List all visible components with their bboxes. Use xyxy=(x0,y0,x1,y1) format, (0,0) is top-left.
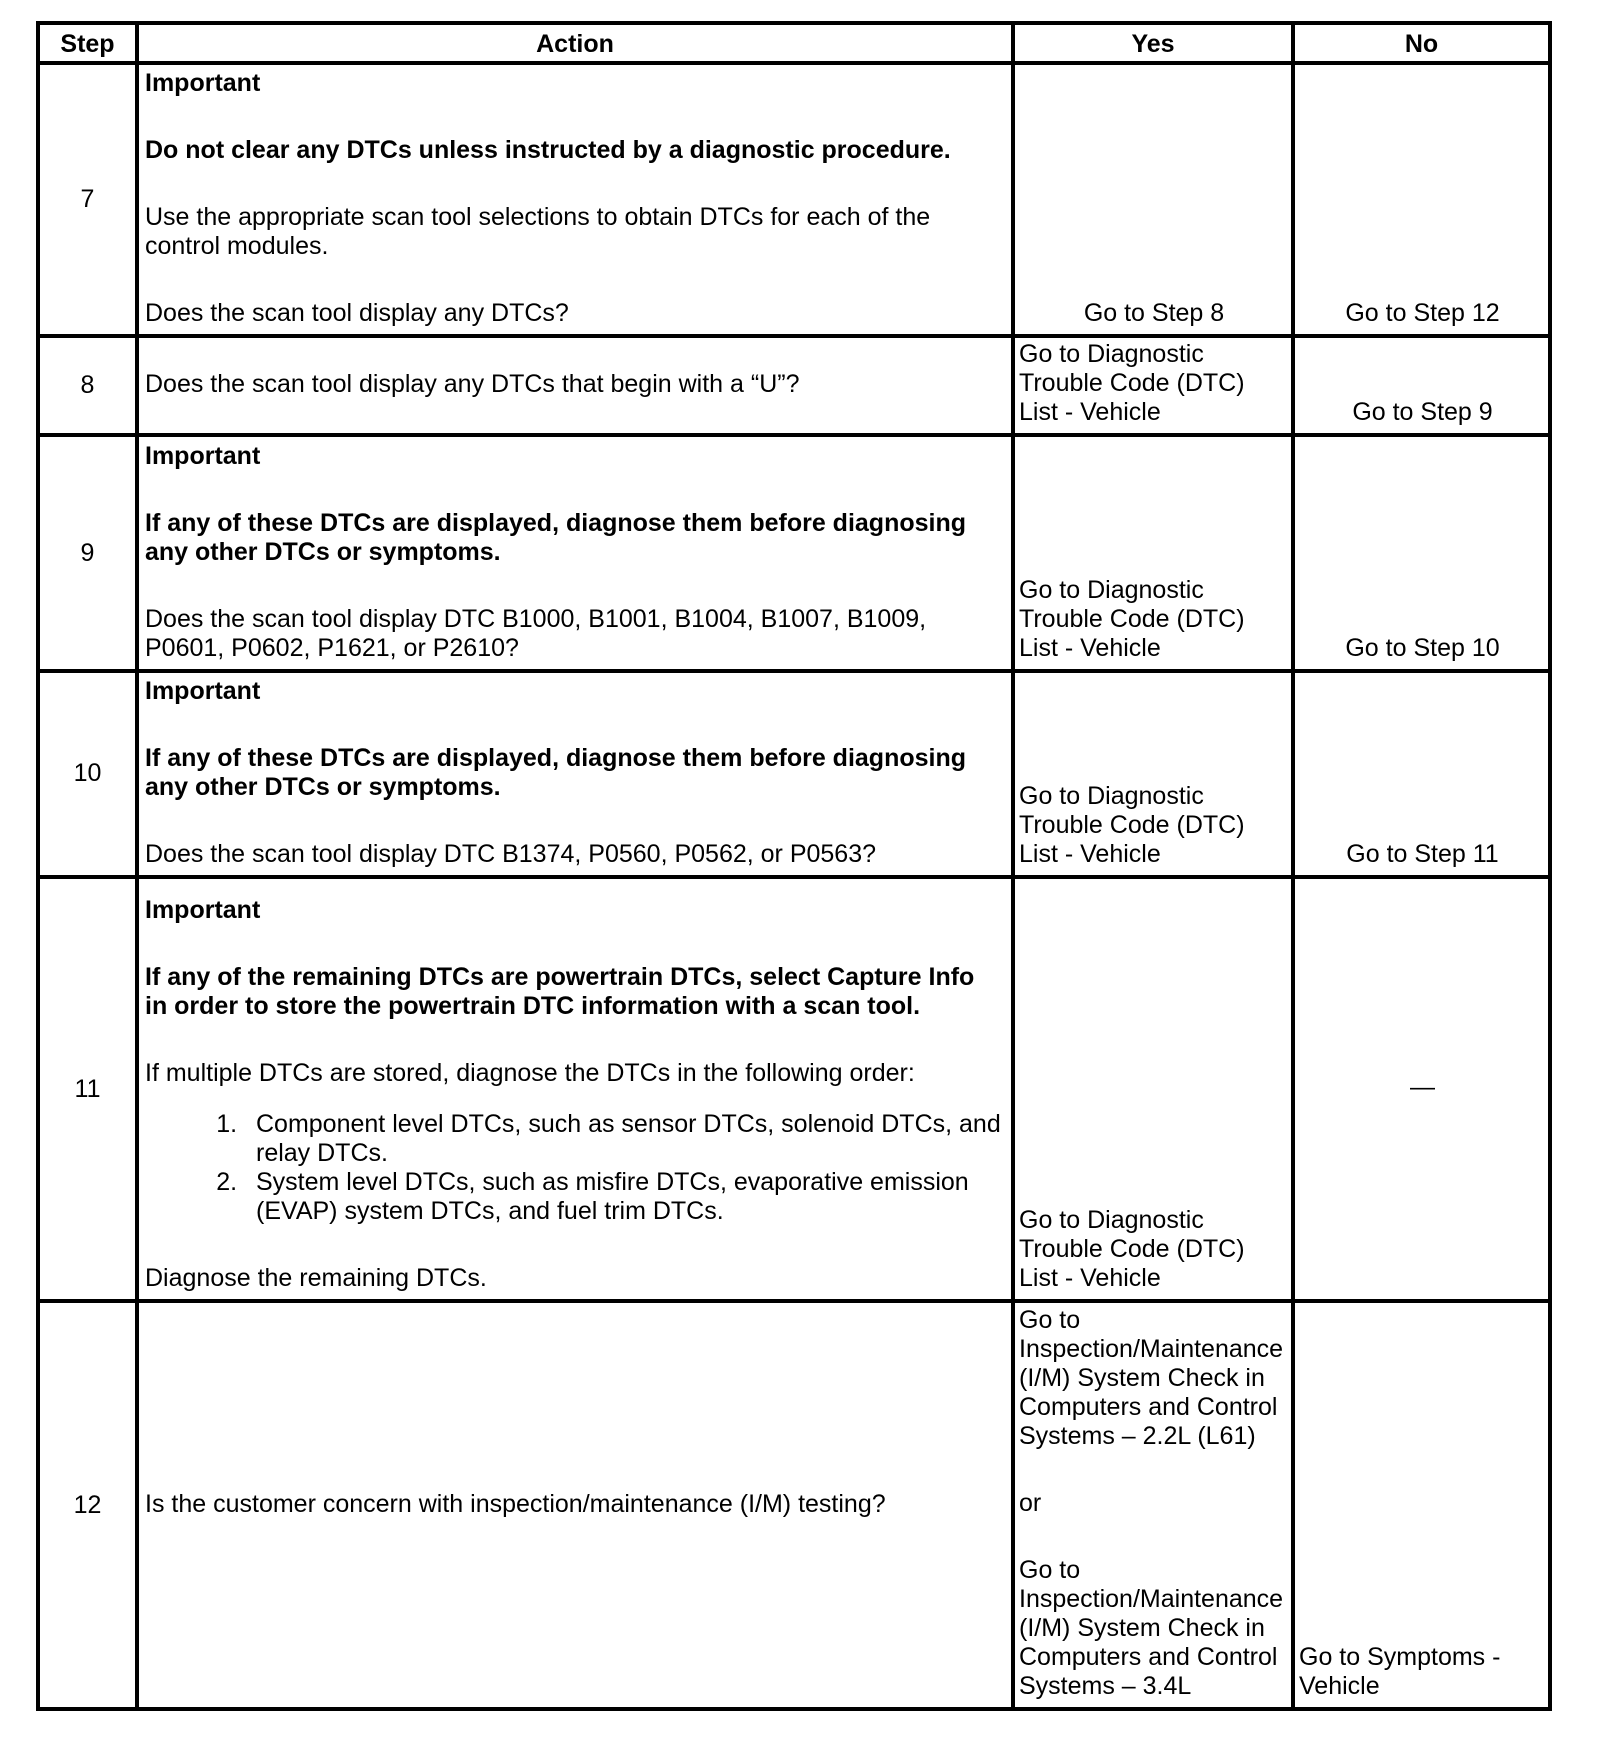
important-notice: If any of these DTCs are displayed, diagnose them before diagnosing any other DTCs or symptoms. xyxy=(145,508,966,566)
action-question: Does the scan tool display any DTCs? xyxy=(145,299,569,328)
list-item: 1. Component level DTCs, such as sensor DTCs, solenoid DTCs, and relay DTCs. xyxy=(244,1110,1003,1168)
step-number: 10 xyxy=(38,671,137,877)
step-number: 8 xyxy=(38,336,137,435)
step-number: 12 xyxy=(38,1301,137,1709)
action-cell xyxy=(137,671,1013,877)
action-question: Diagnose the remaining DTCs. xyxy=(145,1264,487,1293)
no-result-link[interactable]: Go to Step 11 xyxy=(1293,671,1550,877)
yes-or-text: or xyxy=(1019,1489,1042,1517)
important-notice: Do not clear any DTCs unless instructed by a diagnostic procedure. xyxy=(145,136,951,165)
no-result-link[interactable]: Go to Step 10 xyxy=(1293,435,1550,670)
yes-result-link[interactable]: Go to Diagnostic Trouble Code (DTC) List - Vehicle xyxy=(1013,671,1293,877)
table-row xyxy=(38,1301,1550,1709)
important-label: Important xyxy=(145,676,261,705)
table-row xyxy=(38,877,1550,1302)
yes-result-link[interactable]: Go to Diagnostic Trouble Code (DTC) List - Vehicle xyxy=(1013,877,1293,1302)
action-cell xyxy=(137,877,1013,1302)
action-cell xyxy=(137,63,1013,336)
header-yes: Yes xyxy=(1013,23,1293,63)
important-label: Important xyxy=(145,441,261,470)
action-text: Use the appropriate scan tool selections to obtain DTCs for each of the control modules. xyxy=(145,203,931,261)
yes-cell xyxy=(1013,1301,1293,1709)
no-result-link[interactable]: Go to Step 12 xyxy=(1293,63,1550,336)
header-row xyxy=(38,23,1550,63)
no-result-dash: — xyxy=(1293,877,1550,1302)
important-notice: If any of these DTCs are displayed, diagnose them before diagnosing any other DTCs or symptoms. xyxy=(145,743,966,801)
table-row xyxy=(38,671,1550,877)
yes-result-link[interactable]: Go to Diagnostic Trouble Code (DTC) List - Vehicle xyxy=(1013,336,1293,435)
list-item: 2. System level DTCs, such as misfire DTCs, evaporative emission (EVAP) system DTCs, and fuel trim DTCs. xyxy=(244,1168,1003,1226)
action-question: Does the scan tool display DTC B1374, P0560, P0562, or P0563? xyxy=(145,839,877,868)
step-number: 11 xyxy=(38,877,137,1302)
step-number: 7 xyxy=(38,63,137,336)
dtc-order-list xyxy=(145,1110,1003,1226)
header-no: No xyxy=(1293,23,1550,63)
yes-result-link[interactable]: Go to Inspection/Maintenance (I/M) System Check in Computers and Control Systems – 3.4L xyxy=(1019,1556,1284,1700)
diagnostic-steps-table xyxy=(36,21,1552,1711)
action-question: Is the customer concern with inspection/maintenance (I/M) testing? xyxy=(145,1489,886,1518)
action-cell xyxy=(137,1301,1013,1709)
no-result-link[interactable]: Go to Step 9 xyxy=(1293,336,1550,435)
header-action: Action xyxy=(137,23,1013,63)
action-question: Does the scan tool display DTC B1000, B1001, B1004, B1007, B1009, P0601, P0602, P1621, or P2610? xyxy=(145,604,927,662)
important-label: Important xyxy=(145,896,261,925)
important-label: Important xyxy=(145,69,261,98)
step-number: 9 xyxy=(38,435,137,670)
action-cell xyxy=(137,435,1013,670)
header-step: Step xyxy=(38,23,137,63)
table-row xyxy=(38,63,1550,336)
no-result-link[interactable]: Go to Symptoms - Vehicle xyxy=(1293,1301,1550,1709)
yes-result-link[interactable]: Go to Step 8 xyxy=(1013,63,1293,336)
table-row xyxy=(38,336,1550,435)
table-row xyxy=(38,435,1550,670)
action-question: Does the scan tool display any DTCs that begin with a “U”? xyxy=(145,370,800,399)
yes-result-link[interactable]: Go to Inspection/Maintenance (I/M) System Check in Computers and Control Systems – 2.2L (L61) xyxy=(1019,1306,1284,1450)
yes-result-link[interactable]: Go to Diagnostic Trouble Code (DTC) List - Vehicle xyxy=(1013,435,1293,670)
important-notice: If any of the remaining DTCs are powertrain DTCs, select Capture Info in order to store the powertrain DTC information with a scan tool. xyxy=(145,963,975,1021)
action-text: If multiple DTCs are stored, diagnose the DTCs in the following order: xyxy=(145,1059,915,1088)
action-cell xyxy=(137,336,1013,435)
